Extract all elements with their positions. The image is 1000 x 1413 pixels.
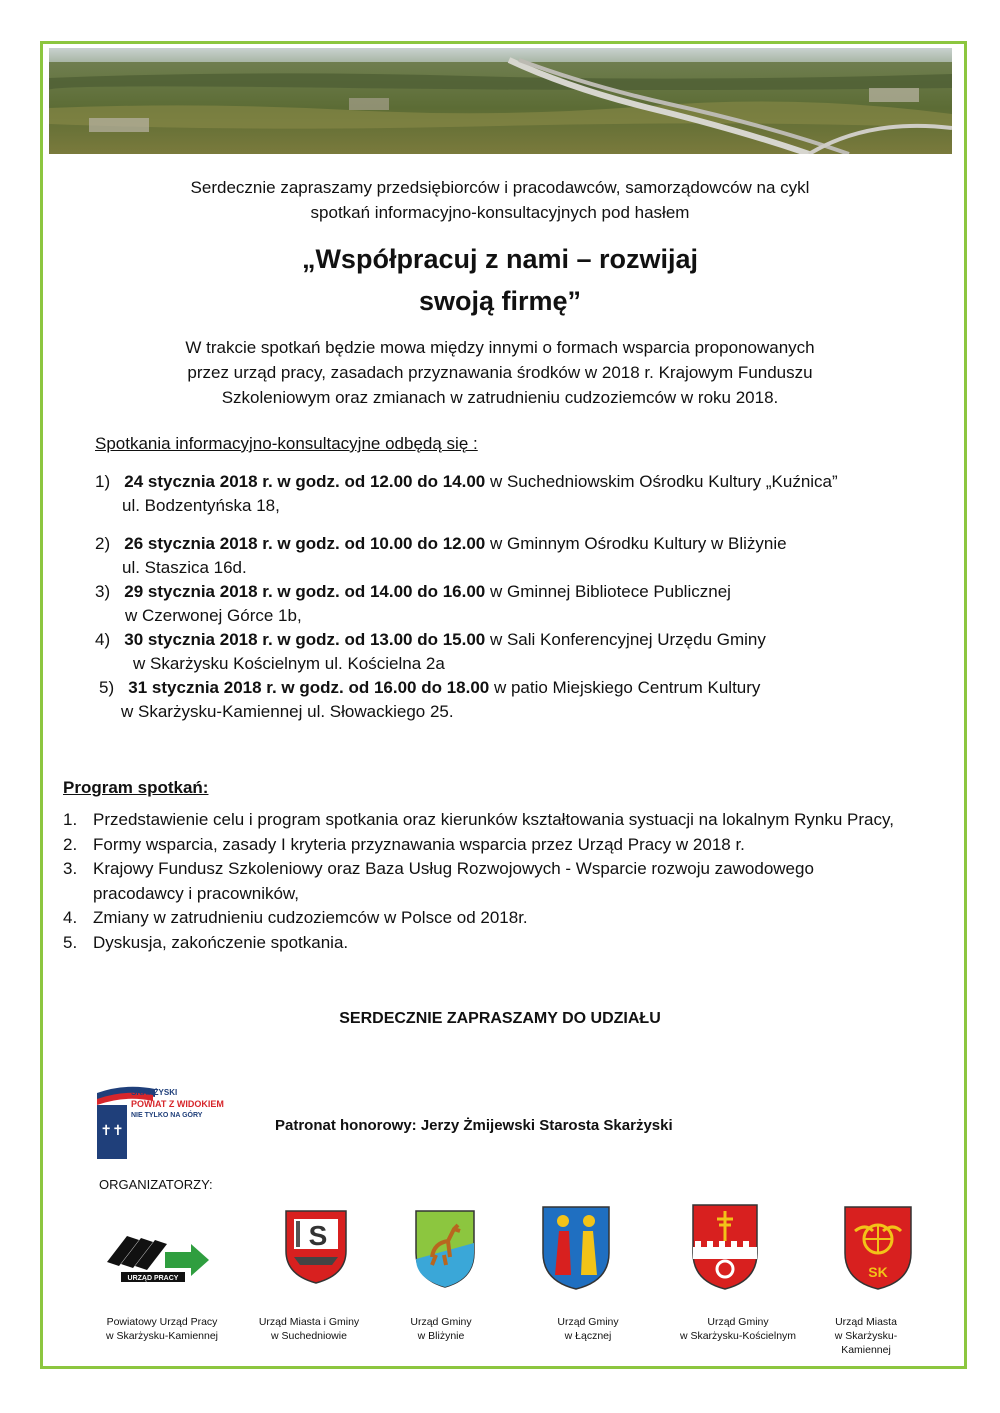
meeting-item bbox=[95, 532, 965, 580]
blizyn-crest-icon bbox=[414, 1209, 476, 1289]
program-text: Zmiany w zatrudnieniu cudzoziemców w Polsce od 2018r. bbox=[93, 908, 528, 927]
meeting-address: ul. Bodzentyńska 18, bbox=[122, 496, 280, 515]
meeting-place: w Sali Konferencyjnej Urzędu Gminy bbox=[485, 630, 766, 649]
svg-text:SK: SK bbox=[868, 1264, 888, 1280]
meeting-address: ul. Staszica 16d. bbox=[122, 558, 247, 577]
meeting-date: 31 stycznia 2018 r. w godz. od 16.00 do 18.00 bbox=[128, 678, 490, 697]
program-text: Przedstawienie celu i program spotkania oraz kierunków kształtowania systuacji na lokalnym Rynku Pracy, bbox=[93, 810, 894, 829]
organizer-caption bbox=[234, 1315, 384, 1343]
caption-line: w Skarżysku- bbox=[834, 1330, 898, 1342]
aerial-landscape-banner bbox=[49, 48, 952, 154]
closing-invitation: SERDECZNIE ZAPRASZAMY DO UDZIAŁU bbox=[339, 1010, 661, 1027]
program-text-line: Krajowy Fundusz Szkoleniowy oraz Baza Usług Rozwojowych - Wsparcie rozwoju zawodowego bbox=[93, 859, 814, 878]
meeting-item bbox=[95, 470, 838, 518]
intro-line: Serdecznie zapraszamy przedsiębiorców i pracodawców, samorządowców na cykl bbox=[190, 178, 810, 197]
powiat-skarzyski-logo bbox=[95, 1083, 235, 1161]
meeting-number: 2) bbox=[95, 534, 111, 553]
patronage-text: Patronat honorowy: Jerzy Żmijewski Starosta Skarżyski bbox=[275, 1117, 673, 1134]
program-item bbox=[63, 833, 963, 858]
desc-line: W trakcie spotkań będzie mowa między innymi o formach wsparcia proponowanych bbox=[185, 338, 815, 357]
suchedniow-crest-icon bbox=[284, 1209, 348, 1285]
meeting-item bbox=[99, 676, 760, 724]
meeting-place: w Gminnej Bibliotece Publicznej bbox=[485, 582, 731, 601]
caption-line: Kamiennej bbox=[841, 1344, 891, 1356]
powiat-logo-line: NIE TYLKO NA GÓRY bbox=[131, 1112, 203, 1119]
meeting-place: w Gminnym Ośrodku Kultury w Bliżynie bbox=[485, 534, 787, 553]
intro-text bbox=[100, 175, 900, 225]
organizer-caption bbox=[87, 1315, 237, 1343]
program-number: 1. bbox=[63, 810, 78, 829]
program-number: 3. bbox=[63, 859, 78, 878]
meeting-address: w Skarżysku-Kamiennej ul. Słowackiego 25. bbox=[121, 702, 454, 721]
caption-line: Urząd Miasta i Gminy bbox=[258, 1316, 360, 1328]
program-text: Dyskusja, zakończenie spotkania. bbox=[93, 932, 349, 952]
caption-line: Urząd Gminy bbox=[410, 1316, 472, 1328]
meeting-place: w Suchedniowskim Ośrodku Kultury „Kuźnica” bbox=[485, 472, 838, 491]
svg-text:S: S bbox=[308, 1220, 328, 1251]
program-list bbox=[63, 808, 963, 955]
meeting-number: 3) bbox=[95, 582, 111, 601]
intro-line: spotkań informacyjno-konsultacyjnych pod hasłem bbox=[310, 203, 690, 222]
urzad-pracy-logo-text: URZĄD PRACY bbox=[127, 1275, 179, 1282]
meeting-item bbox=[95, 580, 731, 628]
powiat-logo-line: SKARŻYSKI bbox=[131, 1088, 178, 1097]
title-line: „Współpracuj z nami – rozwijaj bbox=[301, 244, 699, 274]
meeting-date: 29 stycznia 2018 r. w godz. od 14.00 do 16.00 bbox=[124, 582, 486, 601]
meeting-address: w Czerwonej Górce 1b, bbox=[125, 606, 302, 625]
caption-line: w Łącznej bbox=[564, 1330, 612, 1342]
program-item bbox=[63, 857, 963, 906]
event-title bbox=[150, 238, 850, 322]
meeting-date: 26 stycznia 2018 r. w godz. od 10.00 do 12.00 bbox=[124, 534, 486, 553]
caption-line: w Suchedniowie bbox=[271, 1330, 347, 1342]
meeting-item bbox=[95, 628, 766, 676]
laczna-crest-icon bbox=[541, 1205, 611, 1291]
desc-line: przez urząd pracy, zasadach przyznawania środków w 2018 r. Krajowym Funduszu bbox=[187, 363, 813, 382]
skarzysko-koscielne-crest-icon bbox=[691, 1203, 759, 1291]
svg-text:✝✝: ✝✝ bbox=[100, 1123, 124, 1139]
program-item bbox=[63, 906, 963, 931]
desc-line: Szkoleniowym oraz zmianach w zatrudnieniu cudzoziemców w roku 2018. bbox=[221, 388, 779, 407]
program-text-line: pracodawcy i pracowników, bbox=[93, 883, 299, 903]
program-text bbox=[93, 857, 814, 906]
urzad-pracy-logo bbox=[105, 1228, 211, 1284]
program-item bbox=[63, 931, 963, 956]
title-line: swoją firmę” bbox=[418, 286, 582, 316]
meeting-number: 1) bbox=[95, 472, 111, 491]
organizers-heading: ORGANIZATORZY: bbox=[99, 1177, 213, 1192]
caption-line: w Bliżynie bbox=[417, 1330, 465, 1342]
organizer-caption bbox=[366, 1315, 516, 1343]
program-number: 4. bbox=[63, 908, 78, 927]
skarzysko-kamienna-crest-icon bbox=[843, 1205, 913, 1291]
meeting-date: 30 stycznia 2018 r. w godz. od 13.00 do 15.00 bbox=[124, 630, 486, 649]
caption-line: Urząd Miasta bbox=[835, 1316, 897, 1328]
caption-line: Urząd Gminy bbox=[707, 1316, 769, 1328]
meeting-address: w Skarżysku Kościelnym ul. Kościelna 2a bbox=[133, 654, 445, 673]
meeting-date: 24 stycznia 2018 r. w godz. od 12.00 do 14.00 bbox=[124, 472, 486, 491]
caption-line: Urząd Gminy bbox=[557, 1316, 619, 1328]
program-item bbox=[63, 808, 963, 833]
program-number: 5. bbox=[63, 932, 78, 952]
meeting-place: w patio Miejskiego Centrum Kultury bbox=[489, 678, 761, 697]
meeting-number: 5) bbox=[99, 678, 115, 697]
program-heading: Program spotkań: bbox=[63, 778, 209, 797]
caption-line: w Skarżysku-Kamiennej bbox=[105, 1330, 219, 1342]
program-text: Formy wsparcia, zasady I kryteria przyznawania wsparcia przez Urząd Pracy w 2018 r. bbox=[93, 834, 745, 854]
meetings-heading: Spotkania informacyjno-konsultacyjne odbędą się : bbox=[95, 434, 478, 453]
program-number: 2. bbox=[63, 834, 78, 854]
caption-line: Powiatowy Urząd Pracy bbox=[106, 1316, 218, 1328]
description-text bbox=[110, 335, 890, 410]
meeting-number: 4) bbox=[95, 630, 111, 649]
caption-line: w Skarżysku-Kościelnym bbox=[679, 1330, 797, 1342]
organizer-caption bbox=[791, 1315, 941, 1357]
organizer-caption bbox=[513, 1315, 663, 1343]
powiat-logo-line: POWIAT Z WIDOKIEM bbox=[131, 1099, 224, 1109]
